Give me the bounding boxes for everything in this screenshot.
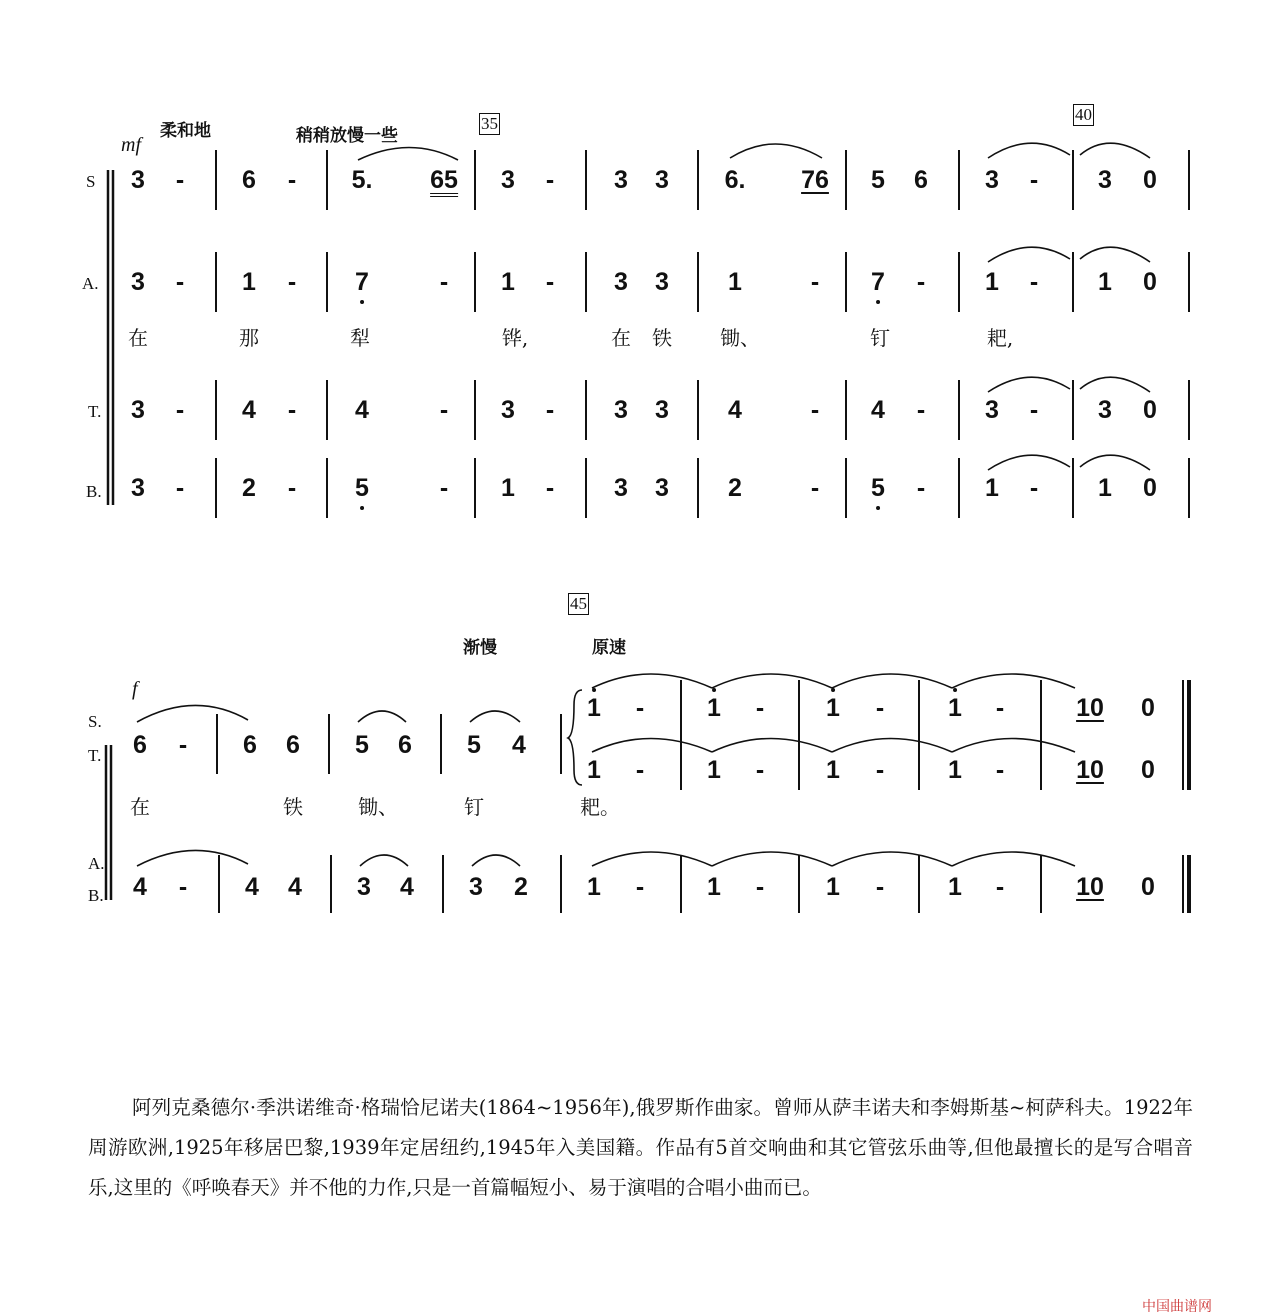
- expression-slightly-slower: 稍稍放慢一些: [296, 126, 398, 146]
- expression-ritardando: 渐慢: [463, 638, 497, 658]
- bass-note: -: [916, 474, 926, 502]
- t-note: 1: [948, 756, 962, 784]
- lyric: 锄、: [358, 795, 398, 819]
- label-bass: B.: [86, 482, 102, 501]
- tenor-note: -: [287, 396, 297, 424]
- tenor-note: -: [439, 396, 449, 424]
- bass-note: 2: [728, 474, 742, 502]
- soprano-note: 3: [501, 166, 515, 194]
- ab-note: 2: [514, 873, 528, 901]
- tenor-note: -: [545, 396, 555, 424]
- tenor-note: 3: [614, 396, 628, 424]
- alto-note: 1: [1098, 268, 1112, 296]
- st-note: 6: [243, 731, 257, 759]
- alto-note: -: [1029, 268, 1039, 296]
- lyric: 耙,: [986, 326, 1014, 350]
- st-note: 6: [133, 731, 147, 759]
- label-b: B.: [88, 886, 104, 905]
- t-note: -: [875, 756, 885, 784]
- soprano-note: 76: [801, 166, 829, 194]
- bass-note: -: [439, 474, 449, 502]
- tenor-note: 4: [355, 396, 369, 424]
- soprano-note: 6.: [724, 166, 746, 194]
- tenor-note: 4: [728, 396, 742, 424]
- tenor-note: 3: [131, 396, 145, 424]
- t-note: 0: [1141, 756, 1155, 784]
- lyric: 铁: [283, 795, 303, 819]
- soprano-note: 3: [985, 166, 999, 194]
- label-s: S.: [88, 712, 102, 731]
- s-note: -: [875, 694, 885, 722]
- bass-note: 1: [985, 474, 999, 502]
- label-tenor: T.: [88, 402, 102, 421]
- lyric: 耙。: [580, 795, 620, 819]
- lyric: 那: [239, 326, 259, 350]
- soprano-note: -: [1029, 166, 1039, 194]
- dynamic-f: f: [132, 678, 138, 700]
- ab-note: -: [635, 873, 645, 901]
- bass-note: -: [1029, 474, 1039, 502]
- bass-note: 3: [614, 474, 628, 502]
- lyric: 在: [130, 795, 150, 819]
- alto-note: -: [810, 268, 820, 296]
- t-note: 1: [707, 756, 721, 784]
- watermark: 中国曲谱网: [1142, 1298, 1212, 1312]
- tenor-note: -: [916, 396, 926, 424]
- alto-note: 7: [871, 268, 885, 296]
- soprano-note: 65: [430, 168, 458, 197]
- st-note: 6: [398, 731, 412, 759]
- alto-note: -: [439, 268, 449, 296]
- tenor-note: -: [1029, 396, 1039, 424]
- s-note: 1: [826, 694, 840, 722]
- ab-note: 4: [133, 873, 147, 901]
- t-note: 1: [826, 756, 840, 784]
- soprano-note: 5: [871, 166, 885, 194]
- dynamic-mf: mf: [121, 134, 141, 156]
- tenor-note: 3: [655, 396, 669, 424]
- label-alto: A.: [82, 274, 99, 293]
- ab-note: 1: [948, 873, 962, 901]
- soprano-note: -: [287, 166, 297, 194]
- bass-note: -: [810, 474, 820, 502]
- soprano-note: 5.: [351, 166, 373, 194]
- ab-note: 4: [400, 873, 414, 901]
- t-note: 10: [1076, 756, 1104, 784]
- lyric: 在: [611, 326, 631, 350]
- t-note: -: [995, 756, 1005, 784]
- ab-note: 4: [245, 873, 259, 901]
- alto-note: 7: [355, 268, 369, 296]
- alto-note: -: [175, 268, 185, 296]
- bass-note: 0: [1143, 474, 1157, 502]
- s-note: -: [755, 694, 765, 722]
- ab-note: 3: [357, 873, 371, 901]
- label-t: T.: [88, 746, 102, 765]
- bass-note: 3: [131, 474, 145, 502]
- tenor-note: 3: [1098, 396, 1112, 424]
- alto-note: -: [545, 268, 555, 296]
- tenor-note: -: [810, 396, 820, 424]
- ab-note: -: [755, 873, 765, 901]
- tenor-note: -: [175, 396, 185, 424]
- bass-note: 5: [355, 474, 369, 502]
- soprano-note: 3: [1098, 166, 1112, 194]
- soprano-note: -: [545, 166, 555, 194]
- alto-note: 1: [501, 268, 515, 296]
- soprano-note: 6: [914, 166, 928, 194]
- soprano-note: 3: [131, 166, 145, 194]
- s-note: 0: [1141, 694, 1155, 722]
- t-note: -: [635, 756, 645, 784]
- lyric: 铁: [652, 326, 672, 350]
- bass-note: 1: [1098, 474, 1112, 502]
- bass-note: -: [287, 474, 297, 502]
- rehearsal-mark-40: 40: [1075, 105, 1092, 124]
- ab-note: -: [995, 873, 1005, 901]
- lyric: 铧,: [501, 326, 529, 350]
- s-note: 1: [587, 694, 601, 722]
- alto-note: 3: [655, 268, 669, 296]
- alto-note: 1: [728, 268, 742, 296]
- ab-note: 0: [1141, 873, 1155, 901]
- st-note: 4: [512, 731, 526, 759]
- st-note: -: [178, 731, 188, 759]
- bass-note: 1: [501, 474, 515, 502]
- s-note: 1: [707, 694, 721, 722]
- st-note: 5: [355, 731, 369, 759]
- lyric: 锄、: [720, 326, 760, 350]
- ab-note: 1: [587, 873, 601, 901]
- lyric: 犁: [350, 326, 370, 350]
- s-note: -: [995, 694, 1005, 722]
- label-soprano: S: [86, 172, 96, 191]
- bass-note: -: [175, 474, 185, 502]
- t-note: -: [755, 756, 765, 784]
- lyric: 钉: [464, 795, 484, 819]
- tenor-note: 3: [501, 396, 515, 424]
- bass-note: 3: [655, 474, 669, 502]
- soprano-note: 6: [242, 166, 256, 194]
- st-note: 6: [286, 731, 300, 759]
- bass-note: 2: [242, 474, 256, 502]
- lyric: 在: [128, 326, 148, 350]
- soprano-note: 0: [1143, 166, 1157, 194]
- ab-note: 10: [1076, 873, 1104, 901]
- ab-note: 3: [469, 873, 483, 901]
- s-note: -: [635, 694, 645, 722]
- tenor-note: 3: [985, 396, 999, 424]
- alto-note: 3: [131, 268, 145, 296]
- alto-note: -: [916, 268, 926, 296]
- s-note: 10: [1076, 694, 1104, 722]
- ab-note: -: [875, 873, 885, 901]
- rehearsal-mark-45: 45: [570, 594, 587, 613]
- s-note: 1: [948, 694, 962, 722]
- tenor-note: 4: [871, 396, 885, 424]
- soprano-note: -: [175, 166, 185, 194]
- lyric: 钉: [870, 326, 890, 350]
- expression-gently: 柔和地: [160, 121, 211, 141]
- tenor-note: 0: [1143, 396, 1157, 424]
- rehearsal-mark-35: 35: [481, 114, 498, 133]
- ab-note: 4: [288, 873, 302, 901]
- ab-note: -: [178, 873, 188, 901]
- alto-note: 1: [242, 268, 256, 296]
- st-note: 5: [467, 731, 481, 759]
- ab-note: 1: [707, 873, 721, 901]
- bass-note: -: [545, 474, 555, 502]
- alto-note: 1: [985, 268, 999, 296]
- composer-biography: 阿列克桑德尔·季洪诺维奇·格瑞恰尼诺夫(1864~1956年),俄罗斯作曲家。曾师从萨丰诺夫和李姆斯基~柯萨科夫。1922年周游欧洲,1925年移居巴黎,1939年定居纽约,1945年入美国籍。作品有5首交响曲和其它管弦乐曲等,但他最擅长的是写合唱音乐,这里的《呼唤春天》并不他的力作,只是一首篇幅短小、易于演唱的合唱小曲而已。: [88, 1096, 1193, 1199]
- tenor-note: 4: [242, 396, 256, 424]
- expression-a-tempo: 原速: [592, 638, 626, 658]
- soprano-note: 3: [614, 166, 628, 194]
- alto-note: -: [287, 268, 297, 296]
- ab-note: 1: [826, 873, 840, 901]
- alto-note: 0: [1143, 268, 1157, 296]
- t-note: 1: [587, 756, 601, 784]
- alto-note: 3: [614, 268, 628, 296]
- label-a: A.: [88, 854, 105, 873]
- soprano-note: 3: [655, 166, 669, 194]
- bass-note: 5: [871, 474, 885, 502]
